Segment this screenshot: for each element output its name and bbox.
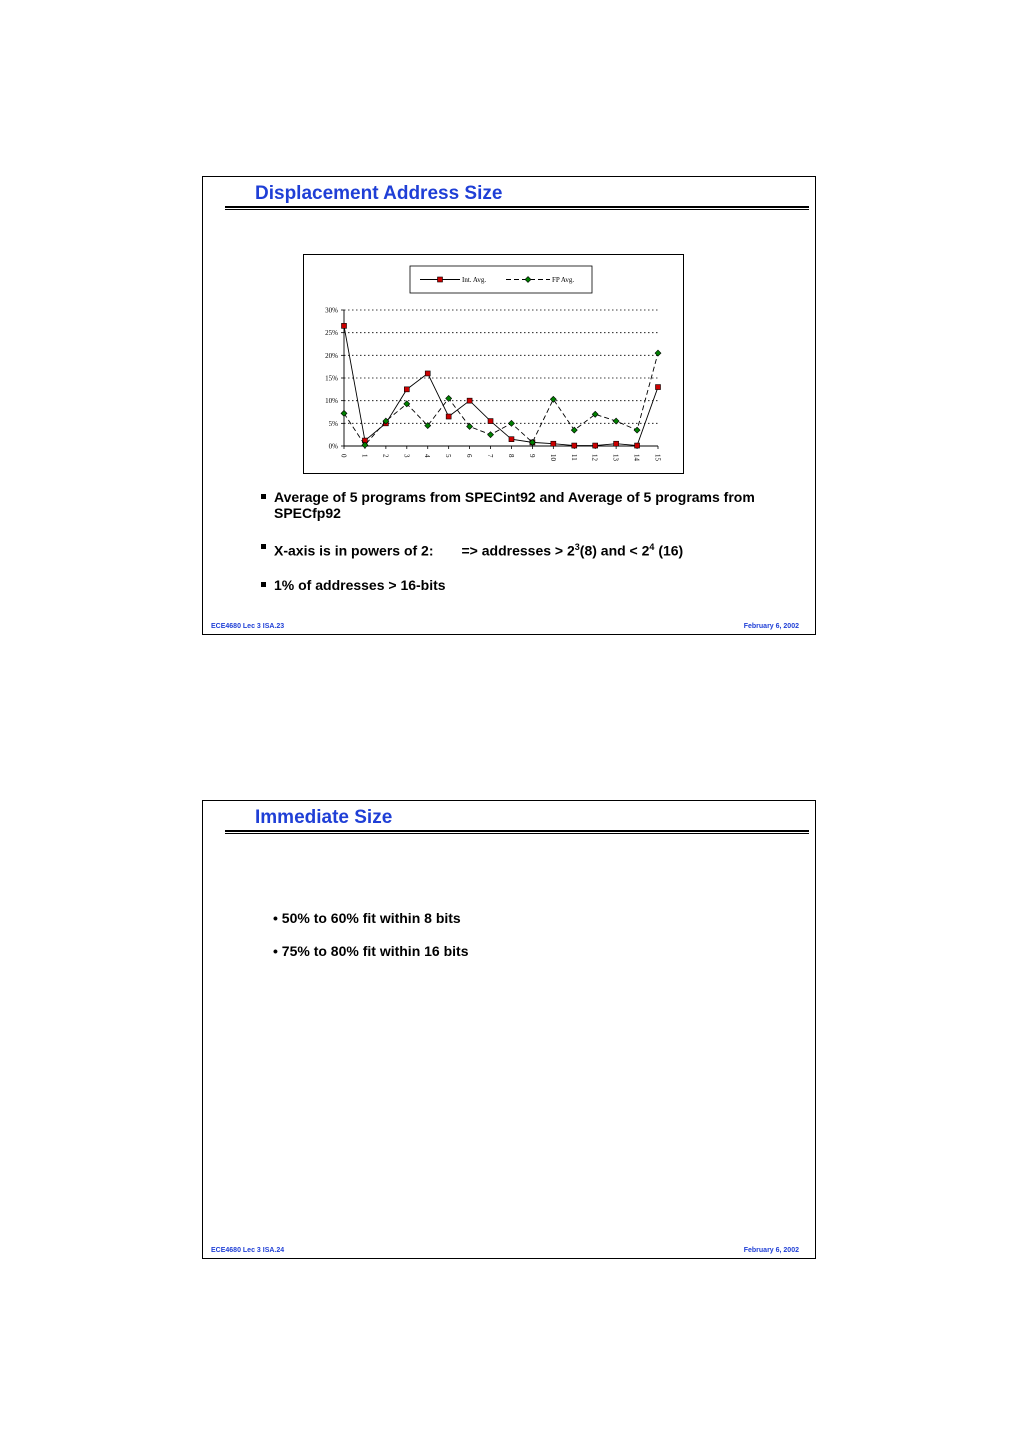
bullet-text-cont: => addresses > 2 — [461, 542, 575, 559]
footer-course-label: ECE4680 Lec 3 ISA.23 — [211, 623, 285, 630]
bullet-text-cont: (8) and < 2 — [579, 542, 650, 559]
square-bullet-icon — [261, 582, 266, 587]
slide-displacement-address-size — [202, 176, 816, 635]
fp-avg-point — [508, 420, 514, 426]
bullet-item-programs — [261, 489, 801, 521]
int-avg-point — [656, 385, 661, 390]
int-avg-point — [404, 387, 409, 392]
bullet-item-powers — [261, 539, 801, 559]
x-tick-label: 5 — [444, 454, 453, 458]
y-tick-label: 30% — [325, 306, 338, 315]
x-tick-label: 4 — [423, 454, 432, 458]
y-tick-label: 0% — [328, 442, 338, 451]
superscript-exponent: 4 — [649, 542, 655, 552]
x-tick-label: 15 — [653, 454, 662, 461]
x-tick-label: 2 — [381, 454, 390, 458]
x-tick-label: 14 — [632, 454, 641, 461]
slide-title: Displacement Address Size — [255, 183, 503, 204]
y-tick-label: 20% — [325, 351, 338, 360]
bullet-item-8bits: • 50% to 60% fit within 8 bits — [273, 910, 461, 926]
square-bullet-icon — [261, 544, 266, 549]
chart-frame — [303, 254, 684, 474]
superscript-exponent: 3 — [574, 542, 580, 552]
y-tick-label: 5% — [328, 419, 338, 428]
bullet-text: Average of 5 programs from SPECint92 and Average of 5 programs from SPECfp92 — [274, 489, 755, 521]
fp-avg-point — [341, 410, 347, 416]
x-tick-label: 3 — [402, 454, 411, 458]
bullet-list — [261, 489, 801, 611]
fp-avg-point — [571, 427, 577, 433]
y-tick-label: 15% — [325, 374, 338, 383]
int-avg-point — [509, 437, 514, 442]
x-tick-label: 13 — [611, 454, 620, 461]
y-tick-label: 10% — [325, 397, 338, 406]
footer-date: February 6, 2002 — [743, 1247, 799, 1254]
bullet-item-16bits — [261, 577, 801, 593]
title-rule — [225, 830, 809, 834]
fp-avg-point — [655, 350, 661, 356]
int-avg-point — [593, 443, 598, 448]
int-avg-point — [425, 371, 430, 376]
int-avg-point — [467, 398, 472, 403]
fp-avg-point — [488, 432, 494, 438]
x-tick-label: 0 — [339, 454, 348, 458]
title-rule — [225, 206, 809, 210]
x-tick-label: 6 — [465, 454, 474, 458]
x-tick-label: 9 — [527, 454, 536, 458]
footer-course-label: ECE4680 Lec 3 ISA.24 — [211, 1247, 285, 1254]
int-avg-point — [572, 443, 577, 448]
x-tick-label: 1 — [360, 454, 369, 458]
series-line-int-avg — [344, 326, 658, 446]
footer-date: February 6, 2002 — [743, 623, 799, 630]
square-bullet-icon — [261, 494, 266, 499]
x-tick-label: 8 — [506, 454, 515, 458]
legend-label-int-avg: Int. Avg. — [462, 276, 487, 284]
int-avg-point — [614, 441, 619, 446]
x-tick-label: 10 — [548, 454, 557, 461]
int-avg-point — [551, 441, 556, 446]
int-avg-point — [342, 323, 347, 328]
line-chart — [304, 255, 685, 475]
legend-label-fp-avg: FP Avg. — [552, 276, 575, 284]
int-avg-point — [635, 443, 640, 448]
legend-marker-int-avg — [438, 277, 443, 282]
bullet-list — [273, 910, 469, 976]
x-tick-label: 7 — [486, 454, 495, 458]
bullet-item-16bits: • 75% to 80% fit within 16 bits — [273, 943, 469, 959]
fp-avg-point — [634, 427, 640, 433]
slide-immediate-size — [202, 800, 816, 1259]
fp-avg-point — [613, 418, 619, 424]
int-avg-point — [488, 419, 493, 424]
slide-title: Immediate Size — [255, 807, 393, 828]
y-tick-label: 25% — [325, 329, 338, 338]
x-tick-label: 11 — [569, 454, 578, 461]
int-avg-point — [446, 414, 451, 419]
x-tick-label: 12 — [590, 454, 599, 461]
bullet-text: 1% of addresses > 16-bits — [274, 576, 446, 593]
bullet-text-cont: (16) — [654, 542, 684, 559]
series-line-fp-avg — [344, 353, 658, 445]
bullet-text: X-axis is in powers of 2: — [274, 542, 434, 559]
fp-avg-point — [550, 396, 556, 402]
